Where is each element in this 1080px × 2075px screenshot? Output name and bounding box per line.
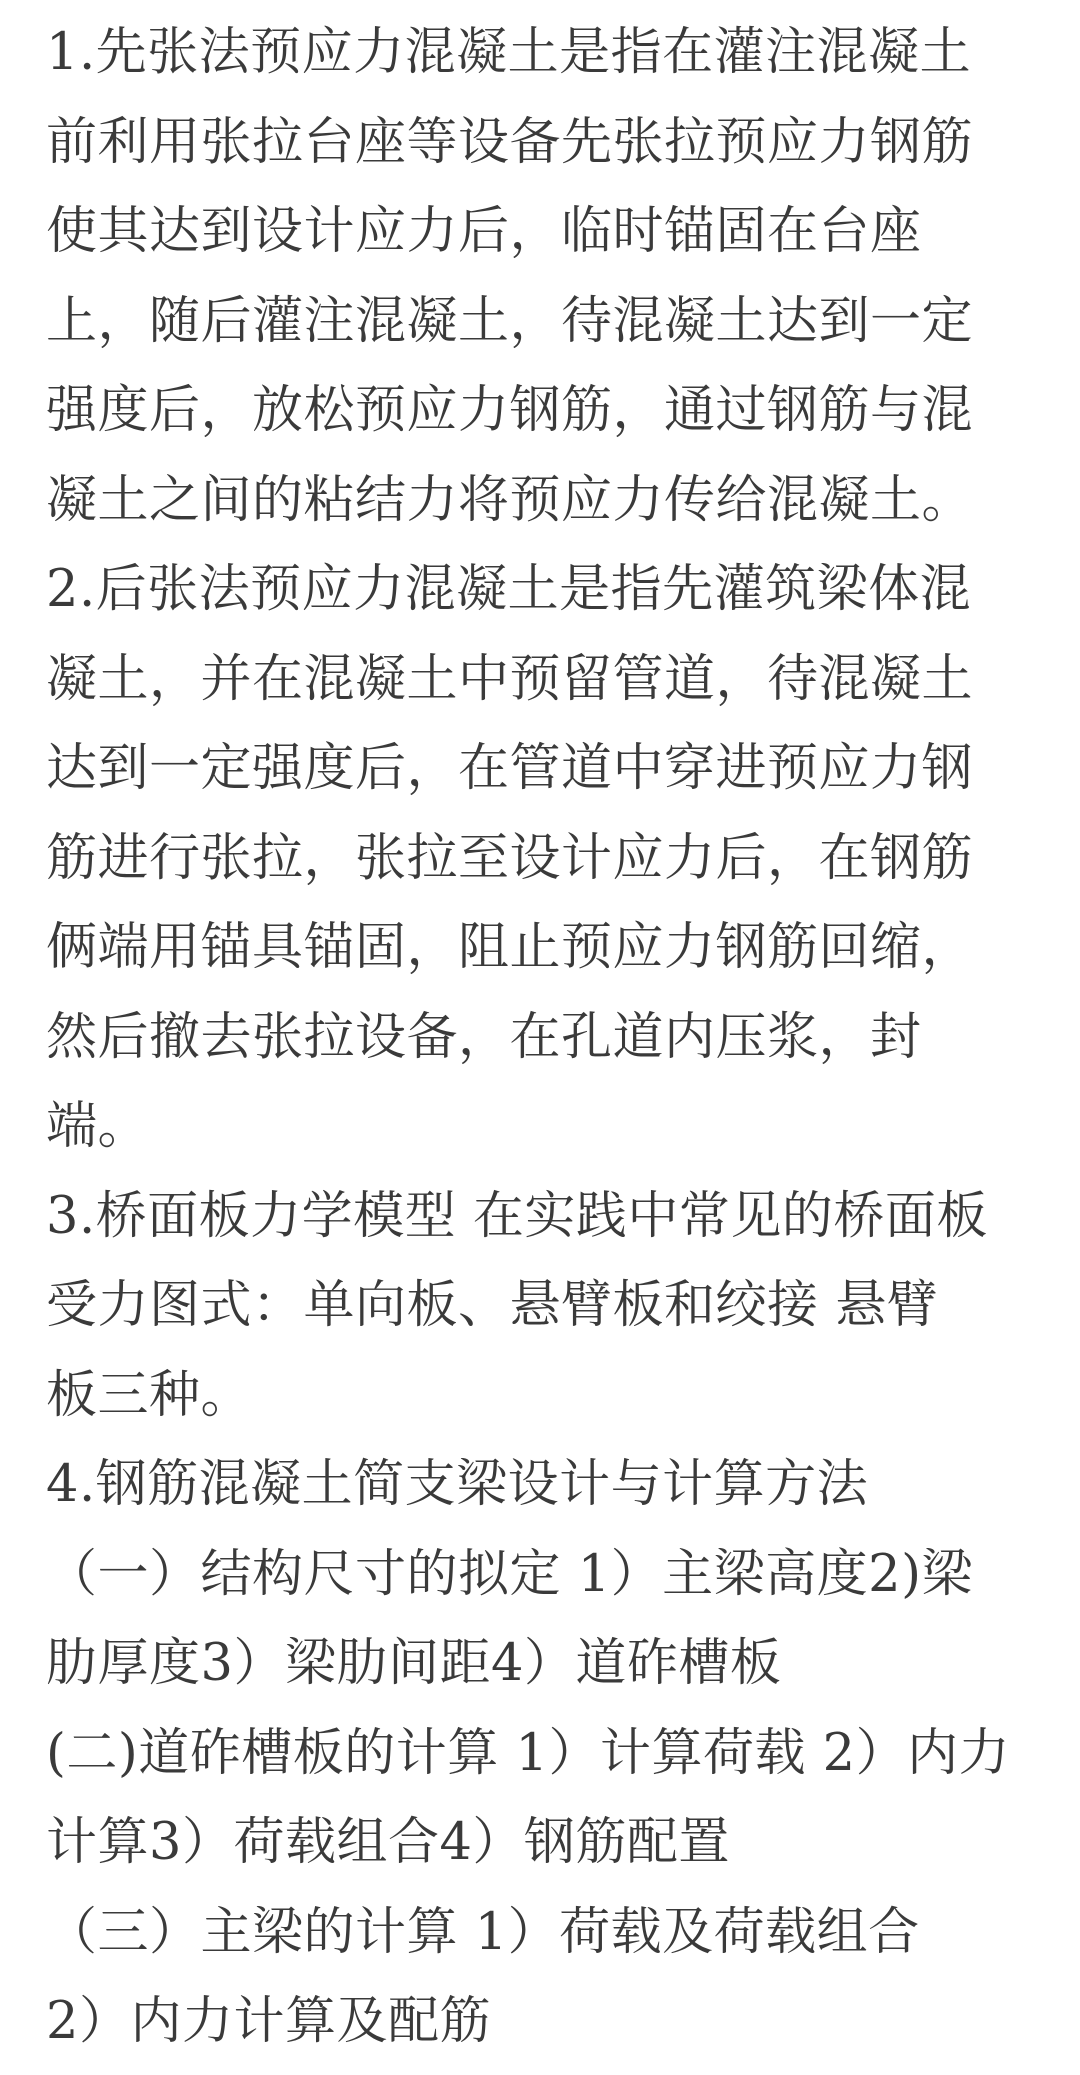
text-line: 使其达到设计应力后，临时锚固在台座	[46, 202, 922, 261]
text-line: 前利用张拉台座等设备先张拉预应力钢筋	[46, 112, 974, 172]
text-line: （三）主梁的计算 1）荷载及荷载组合	[46, 1902, 920, 1962]
text-line: 筋进行张拉，张拉至设计应力后，在钢筋	[46, 828, 974, 888]
text-line: （一）结构尺寸的拟定 1）主梁高度2)梁	[46, 1544, 974, 1604]
text-line: 上，随后灌注混凝土，待混凝土达到一定	[46, 291, 974, 351]
text-line: 俩端用锚具锚固，阻止预应力钢筋回缩，	[46, 918, 974, 977]
text-line: 凝土之间的粘结力将预应力传给混凝土。	[46, 470, 974, 530]
text-line: 2）内力计算及配筋	[46, 1992, 491, 2051]
text-line: 受力图式：单向板、悬臂板和绞接 悬臂	[46, 1276, 939, 1335]
text-line: 然后撤去张拉设备，在孔道内压浆，封	[46, 1007, 922, 1067]
text-line: 3.桥面板力学模型 在实践中常见的桥面板	[46, 1186, 988, 1246]
text-line: 4.钢筋混凝土简支梁设计与计算方法	[46, 1455, 869, 1514]
text-line: 肋厚度3）梁肋间距4）道砟槽板	[46, 1634, 782, 1693]
text-line: 达到一定强度后，在管道中穿进预应力钢	[46, 739, 974, 798]
text-line: 2.后张法预应力混凝土是指先灌筑梁体混	[46, 560, 972, 619]
text-line: 强度后，放松预应力钢筋，通过钢筋与混	[46, 381, 974, 440]
text-line: (二)道砟槽板的计算 1）计算荷载 2）内力	[46, 1723, 1011, 1783]
text-line: 板三种。	[46, 1365, 253, 1425]
text-line: 1.先张法预应力混凝土是指在灌注混凝土	[46, 23, 972, 82]
text-line: 计算3）荷载组合4）钢筋配置	[46, 1813, 730, 1872]
text-line: 凝土，并在混凝土中预留管道，待混凝土	[46, 649, 974, 709]
text-line: 端。	[46, 1097, 150, 1156]
